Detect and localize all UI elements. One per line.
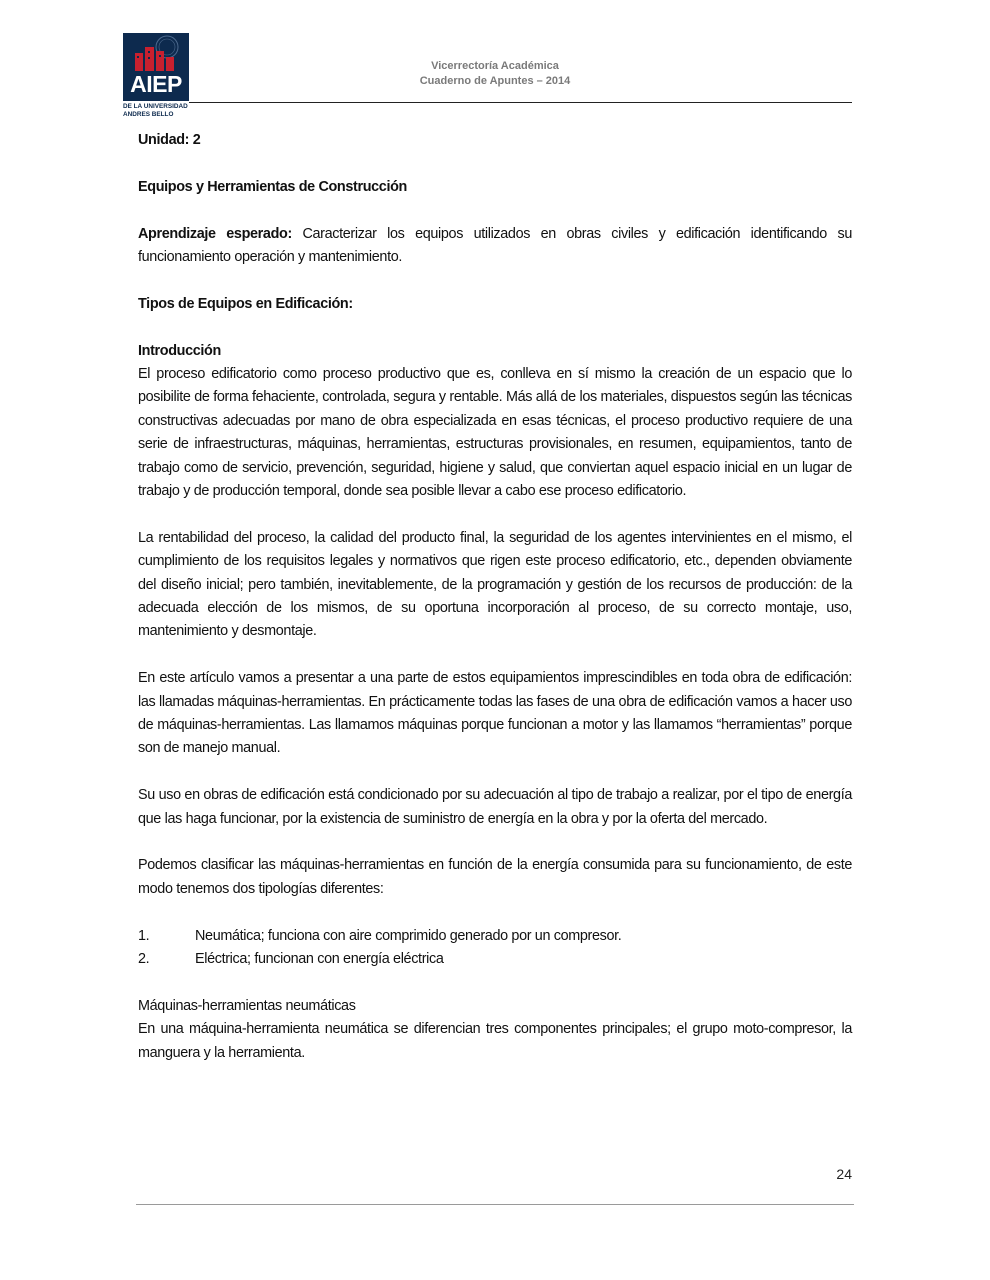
list-item [138, 925, 852, 948]
paragraph: Podemos clasificar las máquinas-herramientas en función de la energía consumida para su funcionamiento, de este modo tenemos dos tipologías diferentes: [138, 857, 852, 897]
unit-label: Unidad: 2 [138, 132, 201, 148]
paragraph: Su uso en obras de edificación está condicionado por su adecuación al tipo de trabajo a realizar, por el tipo de energía que las haga funcionar, por la existencia de suministro de energía en la obra y por la oferta del mercado. [138, 787, 852, 827]
paragraph: El proceso edificatorio como proceso productivo que es, conlleva en sí mismo la creación de un espacio que lo posibilite de forma fehaciente, controlada, segura y rentable. Más allá de los materiales, dispuestos según las técnicas constructivas adecuadas por mano de obra especializada en esas técnicas, el proceso productivo requiere de una serie de infraestructuras, máquinas, herramientas, estructuras provisionales, en resumen, equipamientos, tanto de trabajo como de servicio, prevención, seguridad, higiene y salud, que conviertan aquel espacio inicial en un lugar de trabajo y de producción temporal, donde sea posible llevar a cabo ese proceso edificatorio. [138, 366, 852, 500]
list-number: 2. [138, 951, 150, 968]
aiep-logo [123, 33, 189, 119]
header-line-2: Cuaderno de Apuntes – 2014 [419, 75, 571, 87]
document-title: Equipos y Herramientas de Construcción [138, 178, 407, 195]
subheading: Máquinas-herramientas neumáticas [138, 997, 356, 1014]
intro-heading: Introducción [138, 342, 221, 359]
learning-outcome-text: Caracterizar los equipos utilizados en obras civiles y edificación identificando su funcionamiento operación y mantenimiento. [138, 225, 852, 265]
paragraph: La rentabilidad del proceso, la calidad del producto final, la seguridad de los agentes intervinientes en el mismo, el cumplimiento de los requisitos legales y normativos que rigen este proceso edificatorio, etc., dependen obviamente del diseño inicial; pero también, inevitablemente, de la programación y gestión de los recursos de producción: de la adecuada elección de los mismos, de su oportuna incorporación al proceso, de su correcto montaje, uso, mantenimiento y desmontaje. [138, 529, 852, 640]
paragraph: En una máquina-herramienta neumática se diferencian tres componentes principales; el grupo moto-compresor, la manguera y la herramienta. [138, 1021, 852, 1061]
header-divider [189, 102, 852, 103]
section-heading: Tipos de Equipos en Edificación: [138, 295, 353, 312]
learning-outcome [138, 223, 852, 270]
logo-wordmark: AIEP [130, 71, 182, 97]
list-text: Neumática; funciona con aire comprimido generado por un compresor. [195, 927, 622, 944]
header-line-1: Vicerrectoría Académica [431, 60, 559, 72]
paragraph: En este artículo vamos a presentar a una parte de estos equipamientos imprescindibles en toda obra de edificación: las llamadas máquinas-herramientas. En prácticamente todas las fases de una obra de edificación vamos a hacer uso de máquinas-herramientas. Las llamamos máquinas porque funcionan a motor y las llamamos “herramientas” porque son de manejo manual. [138, 670, 852, 757]
page-header [330, 59, 660, 89]
page-number: 24 [836, 1166, 852, 1182]
document-body [138, 129, 852, 1065]
logo-subtitle: DE LA UNIVERSIDAD ANDRES BELLO [123, 103, 188, 118]
list-number: 1. [138, 927, 150, 944]
learning-outcome-label: Aprendizaje esperado: [138, 225, 292, 242]
list-item [138, 948, 852, 971]
list-text: Eléctrica; funcionan con energía eléctrica [195, 951, 444, 968]
footer-divider [136, 1204, 854, 1205]
logo-emblem [123, 33, 189, 101]
